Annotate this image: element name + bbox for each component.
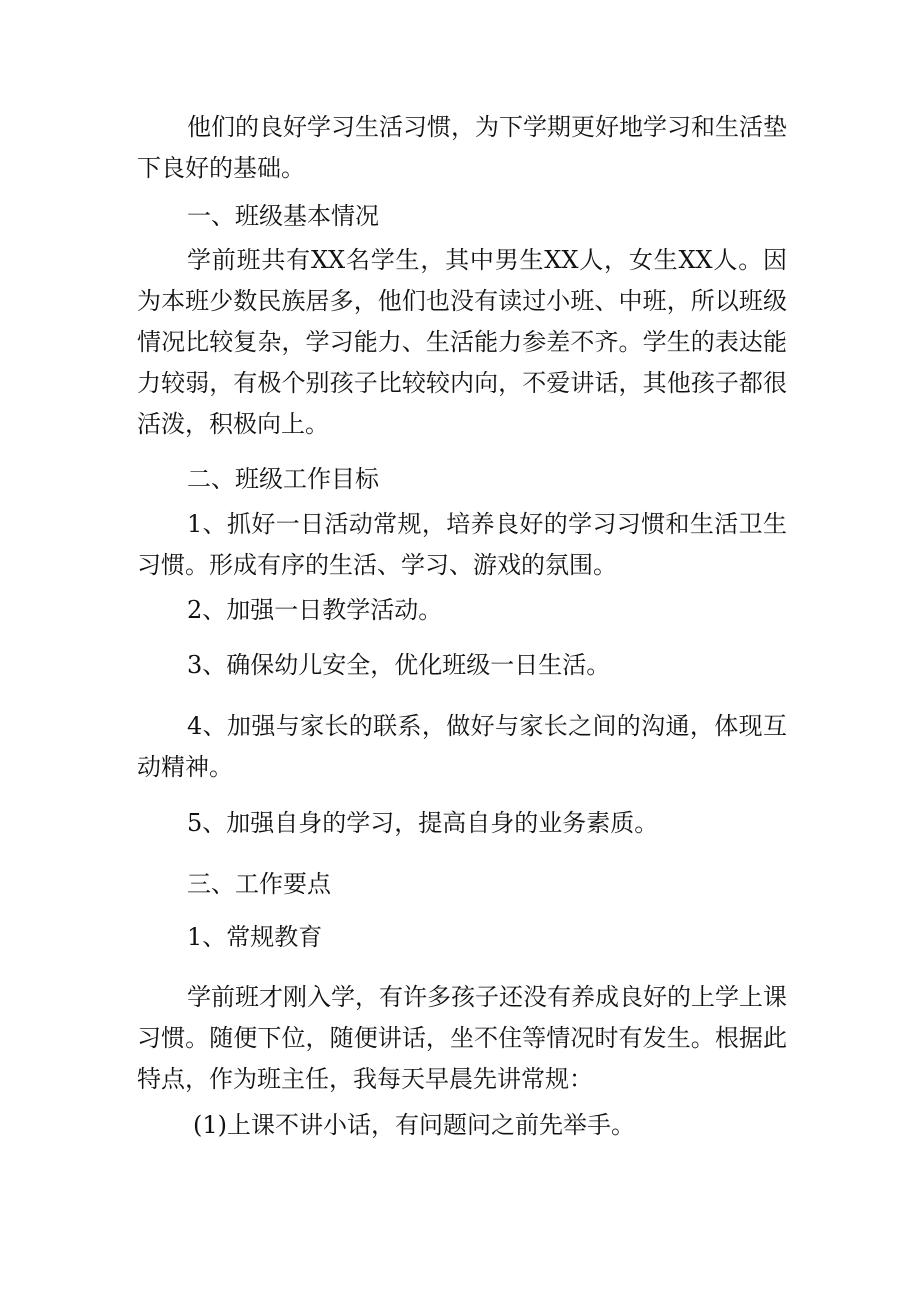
subheading-routine-education: 1、常规教育: [187, 923, 323, 951]
section-heading-work-goals: 二、班级工作目标: [187, 465, 379, 493]
goal-item-2: 2、加强一日教学活动。: [187, 596, 443, 624]
rule-item-1: (1)上课不讲小话，有问题问之前先举手。: [193, 1111, 635, 1139]
goal-item-4: 4、加强与家长的联系，做好与家长之间的沟通，体现互动精神。: [137, 712, 787, 781]
section-heading-class-basic-info: 一、班级基本情况: [187, 202, 379, 230]
goal-item-1: 1、抓好一日活动常规，培养良好的学习习惯和生活卫生习惯。形成有序的生活、学习、游戏的氛围。: [137, 510, 787, 579]
goal-item-5: 5、加强自身的学习，提高自身的业务素质。: [187, 809, 659, 837]
paragraph-routine-description: 学前班才刚入学，有许多孩子还没有养成良好的上学上课习惯。随便下位，随便讲话，坐不住等情况时有发生。根据此特点，作为班主任，我每天早晨先讲常规：: [137, 983, 787, 1093]
paragraph-class-description: 学前班共有XX名学生，其中男生XX人，女生XX人。因为本班少数民族居多，他们也没有读过小班、中班，所以班级情况比较复杂，学习能力、生活能力参差不齐。学生的表达能力较弱，有极个别孩子比较较内向，不爱讲话，其他孩子都很活泼，积极向上。: [137, 246, 787, 438]
goal-item-3: 3、确保幼儿安全，优化班级一日生活。: [187, 651, 611, 679]
section-heading-work-points: 三、工作要点: [187, 870, 331, 898]
paragraph-intro-continuation: 他们的良好学习生活习惯，为下学期更好地学习和生活垫下良好的基础。: [137, 113, 787, 182]
